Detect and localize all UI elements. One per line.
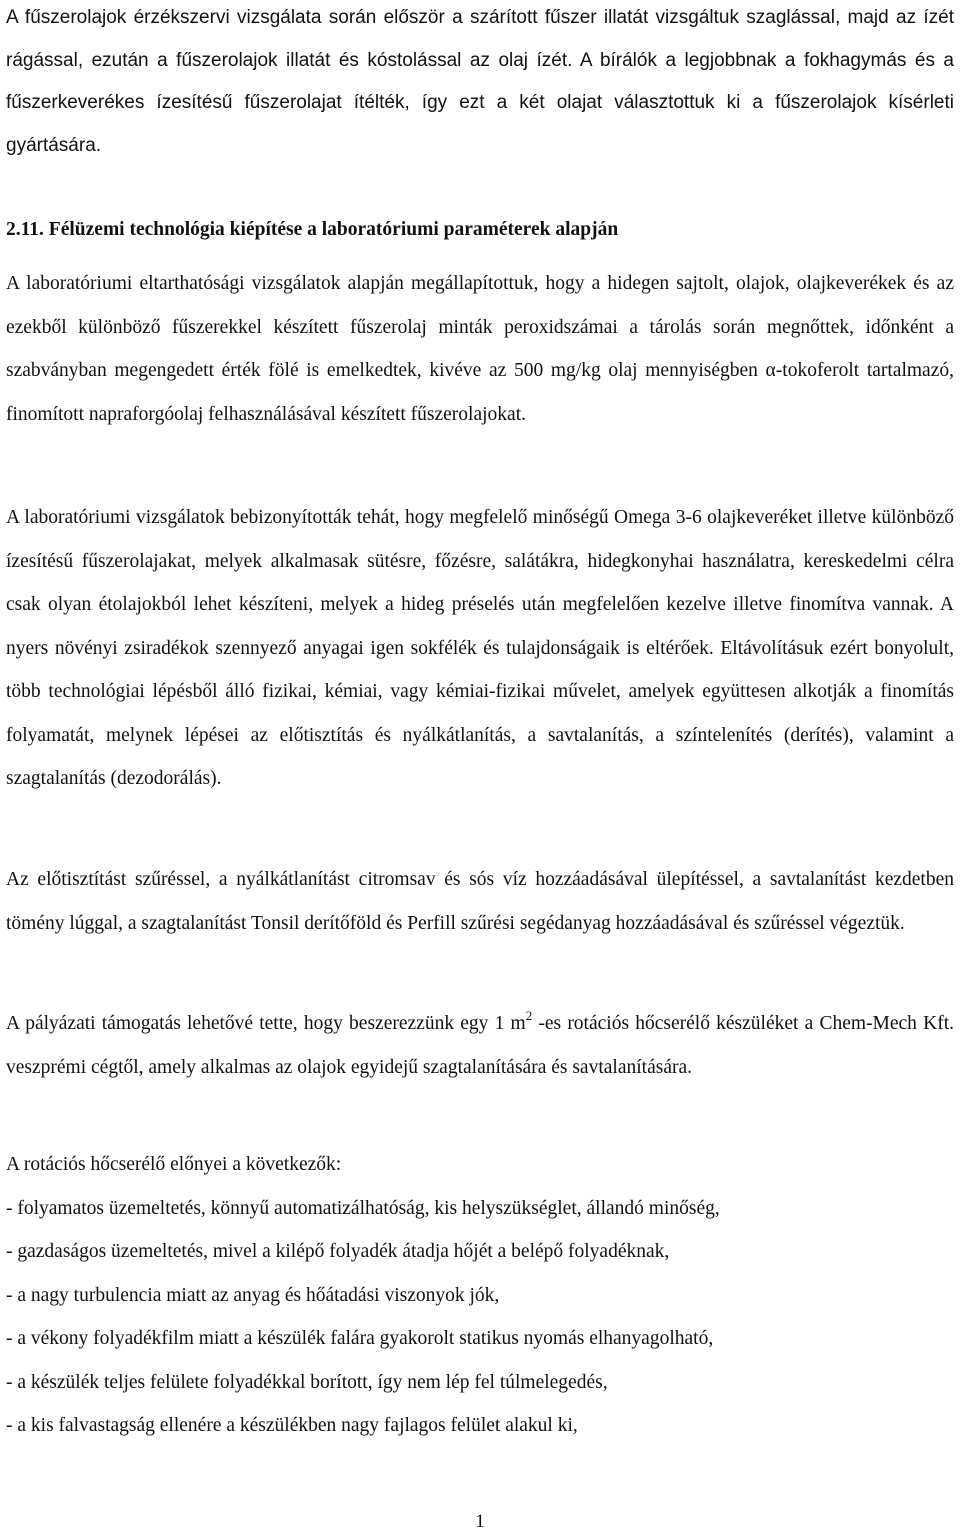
advantages-list (6, 1143, 954, 1448)
list-title: A rotációs hőcserélő előnyei a következők: (6, 1154, 342, 1175)
paragraph-4-text-before: A pályázati támogatás lehetővé tette, hogy beszerezzünk egy 1 m (6, 1013, 526, 1034)
paragraph-4-block (6, 1002, 954, 1089)
paragraph-2: A laboratóriumi vizsgálatok bebizonyították tehát, hogy megfelelő minőségű Omega 3-6 olajkeveréket illetve különböző ízesítésű fűszerolajakat, melyek alkalmasak sütésre, főzésre, salátákra, hidegkonyhai használatra, kereskedelmi célra csak olyan étolajokból lehet készíteni, melyek a hideg préselés után megfelelően kezelve illetve finomítva vannak. A nyers növényi zsiradékok szennyező anyagai igen sokfélék és tulajdonságaik is eltérőek. Eltávolításuk ezért bonyolult, több technológiai lépésből álló fizikai, kémiai, vagy kémiai-fizikai művelet, amelyek együttesen alkotják a finomítás folyamatát, melynek lépései az előtisztítás és nyálkátlanítás, a savtalanítás, a színtelenítés (derítés), valamint a szagtalanítás (dezodorálás). (6, 507, 954, 789)
list-item: - gazdaságos üzemeltetés, mivel a kilépő folyadék átadja hőjét a belépő folyadéknak, (6, 1241, 670, 1262)
section-heading-block (6, 210, 954, 250)
paragraph-3-block (6, 858, 954, 945)
superscript-exponent: 2 (525, 1008, 533, 1023)
intro-paragraph: A fűszerolajok érzékszervi vizsgálata során először a szárított fűszer illatát vizsgáltuk szaglással, majd az ízét rágással, ezután a fűszerolajok illatát és kóstolással az olaj ízét. A bírálók a legjobbnak a fokhagymás és a fűszerkeverékes ízesítésű fűszerolajat ítélték, így ezt a két olajat választottuk ki a fűszerolajok kísérleti gyártására. (6, 7, 954, 156)
section-heading: 2.11. Félüzemi technológia kiépítése a laboratóriumi paraméterek alapján (6, 219, 619, 240)
list-item: - folyamatos üzemeltetés, könnyű automatizálhatóság, kis helyszükséglet, állandó minőség, (6, 1197, 720, 1219)
list-item: - a készülék teljes felülete folyadékkal borított, így nem lép fel túlmelegedés, (6, 1371, 608, 1393)
paragraph-1: A laboratóriumi eltarthatósági vizsgálatok alapján megállapítottuk, hogy a hidegen sajtolt, olajok, olajkeverékek és az ezekből különböző fűszerekkel készített fűszerolaj minták peroxidszámai a tárolás során megnőttek, időnként a szabványban megengedett érték fölé is emelkedtek, kivéve az 500 mg/kg olaj mennyiségben α-tokoferolt tartalmazó, finomított napraforgóolaj felhasználásával készített fűszerolajokat. (6, 273, 954, 425)
paragraph-4-text-after: -es rotációs hőcserélő készüléket a Chem-Mech Kft. veszprémi cégtől, amely alkalmas az olajok egyidejű szagtalanítására és savtalanítására. (6, 1013, 954, 1078)
list-item: - a nagy turbulencia miatt az anyag és hőátadási viszonyok jók, (6, 1284, 500, 1306)
page-number: 1 (475, 1511, 485, 1532)
list-item: - a vékony folyadékfilm miatt a készülék falára gyakorolt statikus nyomás elhanyagolható, (6, 1328, 714, 1349)
paragraph-1-block (6, 262, 954, 436)
paragraph-4 (6, 1002, 954, 1089)
paragraph-2-block (6, 496, 954, 801)
intro-paragraph-block (6, 0, 954, 167)
paragraph-3: Az előtisztítást szűréssel, a nyálkátlanítást citromsav és sós víz hozzáadásával ülepítéssel, a savtalanítást kezdetben tömény lúggal, a szagtalanítást Tonsil derítőföld és Perfill szűrési segédanyag hozzáadásával és szűréssel végeztük. (6, 869, 954, 934)
list-item: - a kis falvastagság ellenére a készülékben nagy fajlagos felület alakul ki, (6, 1415, 578, 1436)
